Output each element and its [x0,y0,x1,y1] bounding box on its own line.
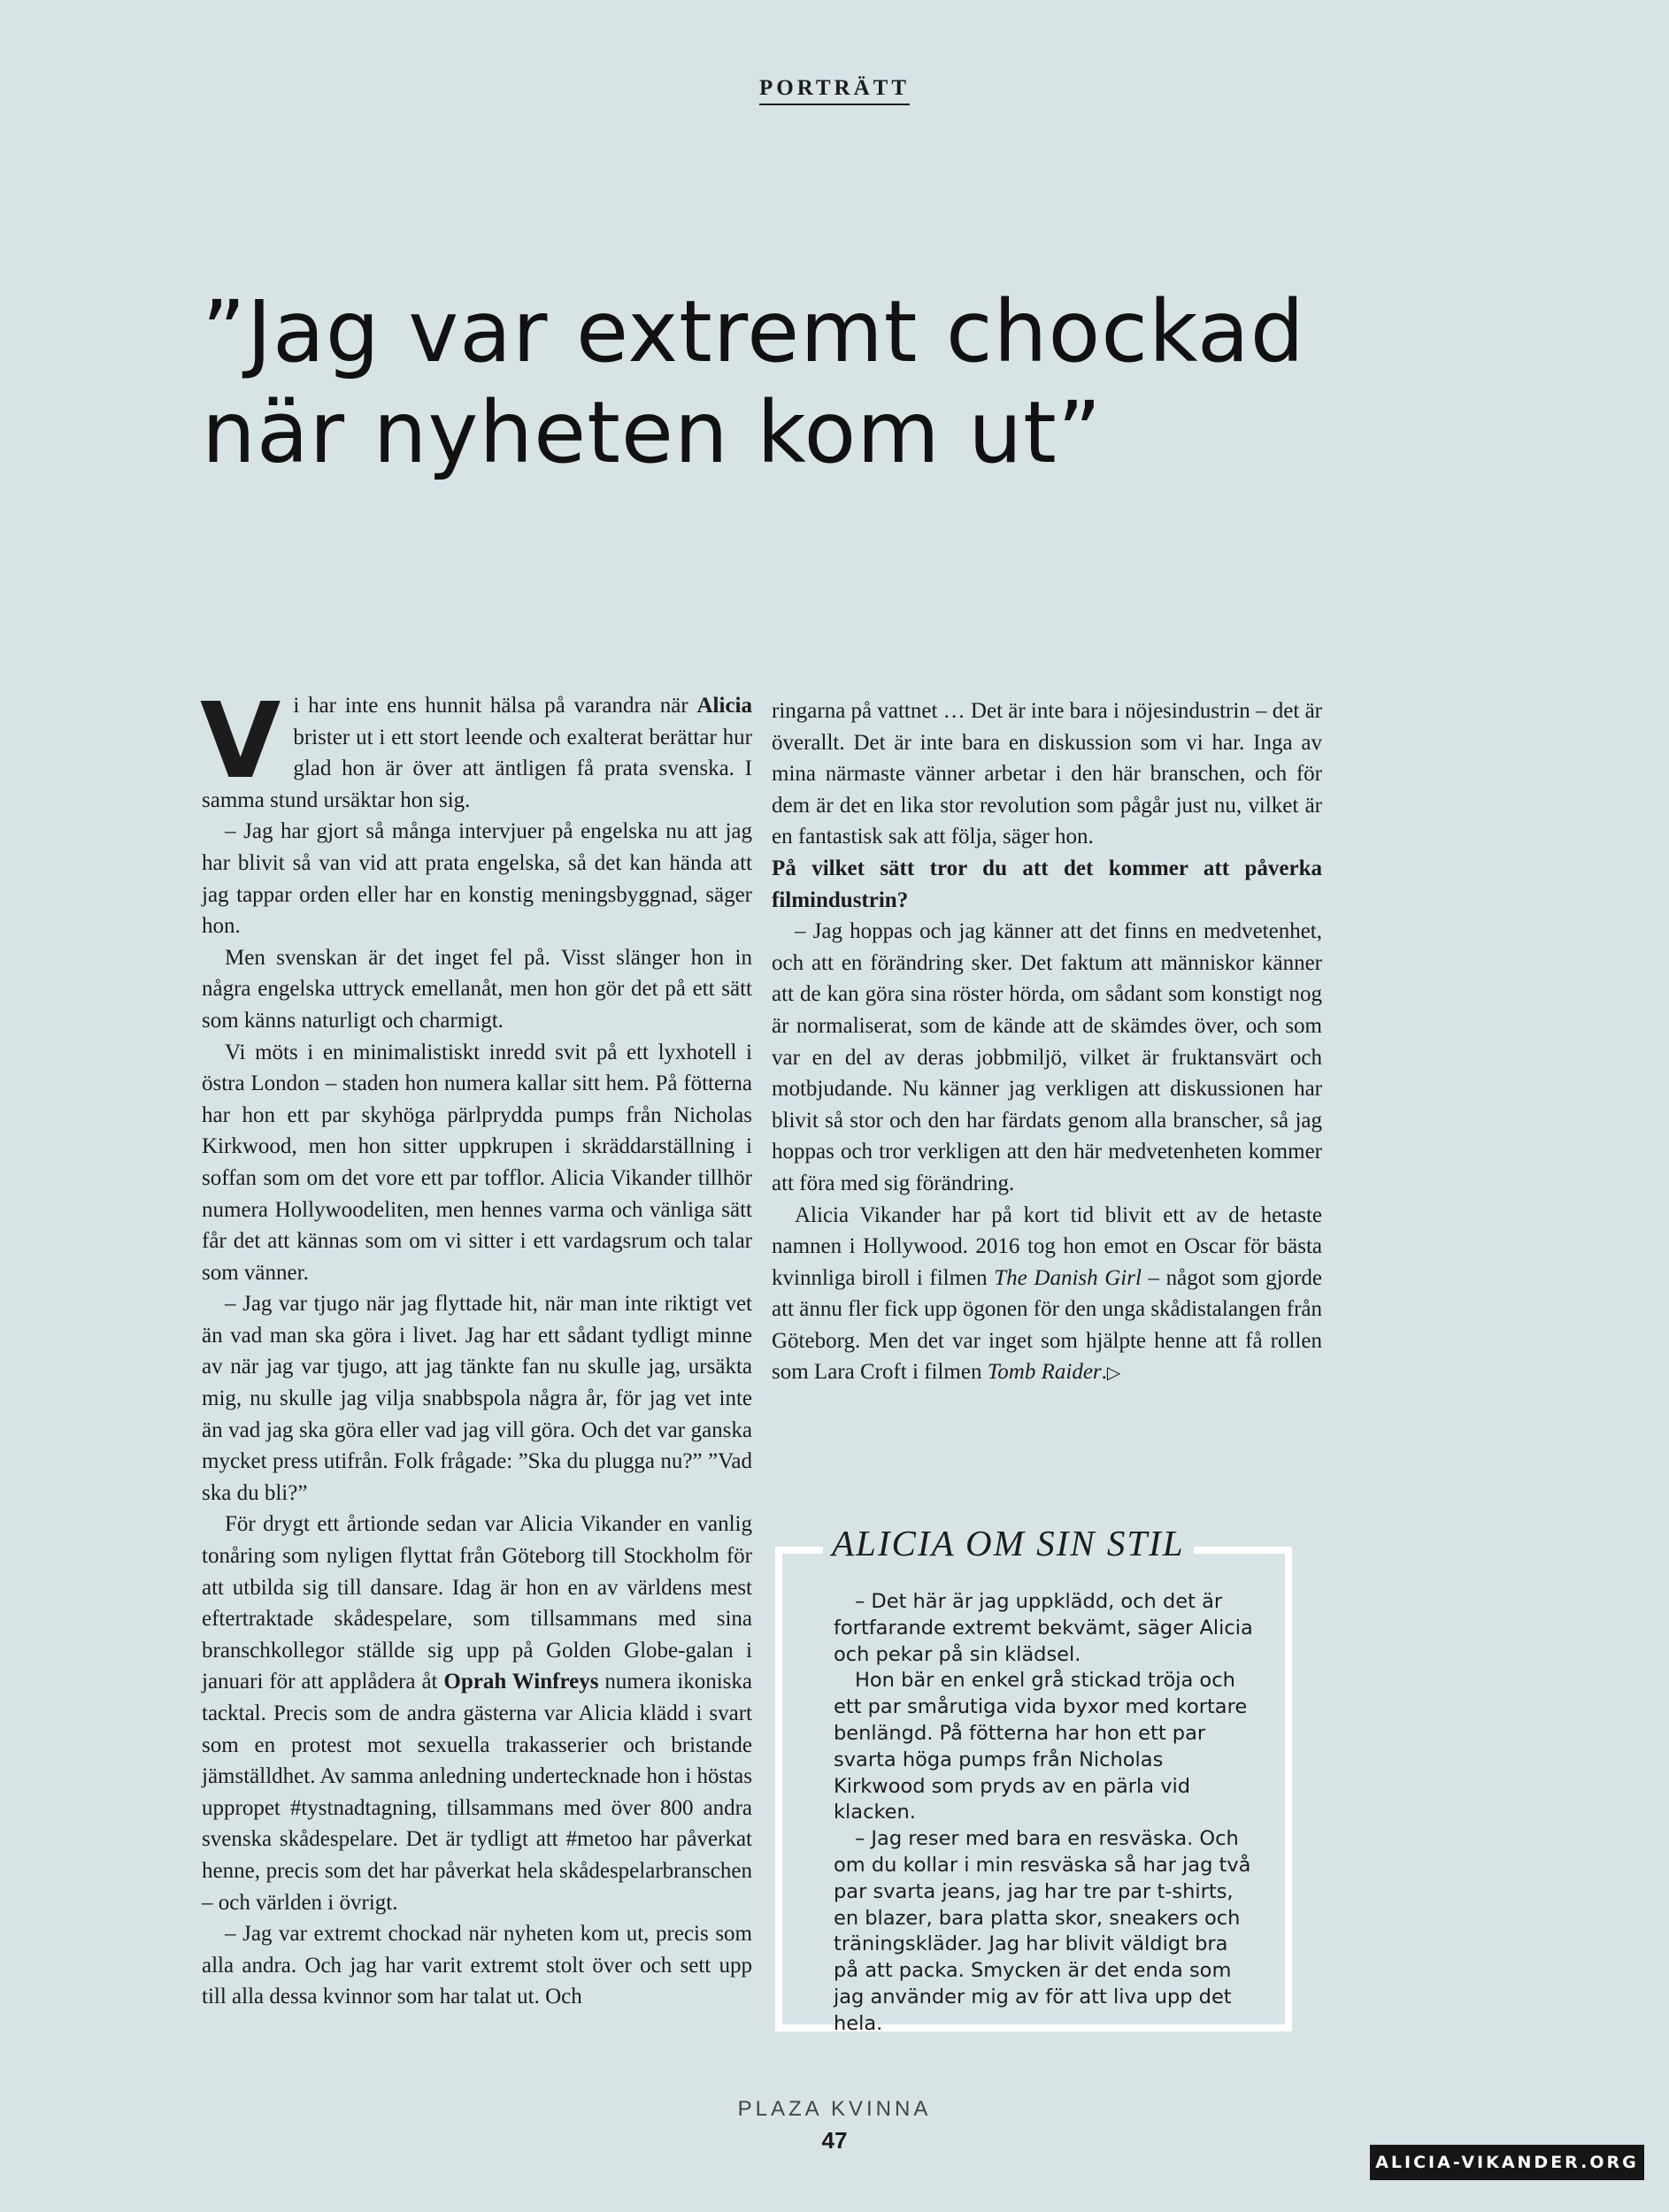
watermark-badge: ALICIA-VIKANDER.ORG [1370,2145,1644,2180]
article-column-left [200,680,753,2013]
paragraph-text: . [1101,1360,1107,1385]
person-name: Oprah Winfreys [443,1670,599,1694]
sidebar-paragraph: – Jag reser med bara en resväska. Och om du kollar i min resväska så har jag två par svarta jeans, jag har tre par t-shirts, en blazer, bara platta skor, sneakers och träningskläder. Jag har blivit väldigt bra på att packa. Smycken är det enda som jag använder mig av för att liva upp det hela. [834,1827,1251,2035]
article-column-right [772,695,1322,1390]
headline-line-1: ”Jag var extremt chockad [202,282,1305,381]
film-title: Tomb Raider [987,1360,1102,1385]
section-label [0,76,1669,101]
article-paragraph: Men svenskan är det inget fel på. Visst slänger hon in några engelska uttryck emellanåt, men hon gör det på ett sätt som känns naturligt och charmigt. [202,945,752,1033]
article-paragraph: ringarna på vattnet … Det är inte bara i nöjesindustrin – det är överallt. Det är inte bara en diskussion som vi har. Inga av mina närmaste vänner arbetar i den här branschen, och för dem är det en lika stor revolution som pågår just nu, vilket är en fantastisk sak att följa, säger hon. [772,699,1323,849]
article-paragraph: – Jag har gjort så många intervjuer på engelska nu att jag har blivit så van vid att prata engelska, så det kan hända att jag tappar orden eller har en konstig meningsbyggnad, säger hon. [202,819,752,939]
article-paragraph: – Jag var extremt chockad när nyheten kom ut, precis som alla andra. Och jag har varit extremt stolt över och sett upp till alla dessa kvinnor som har talat ut. Och [202,1922,752,2009]
drop-cap: V [200,680,281,802]
paragraph-text: – något som gjorde att ännu fler fick upp ögonen för den unga skådistalangen från Göteborg. Men det var inget som hjälpte henne att få rollen som Lara Croft i filmen [772,1265,1323,1385]
article-paragraph [200,680,752,816]
continue-arrow-icon: ▷ [1106,1363,1121,1384]
paragraph-text: brister ut i ett stort leende och exalterat berättar hur glad hon är över att äntligen få prata svenska. I samma stund ursäktar hon sig. [202,725,752,812]
paragraph-text: numera ikoniska tacktal. Precis som de andra gästerna var Alicia klädd i svart som en protest mot sexuella trakasserier och bristande jämställdhet. Av samma anledning undertecknade hon i höstas uppropet #tystnadtagning, tillsammans med över 800 andra svenska skådespelare. Det är tydligt att #metoo har påverkat henne, precis som det har påverkat hela skådespelarbranschen – och världen i övrigt. [202,1670,753,1915]
sidebar-body [834,1589,1258,2038]
article-paragraph: Vi möts i en minimalistiskt inredd svit på ett lyxhotell i östra London – staden hon numera kallar sitt hem. På fötterna har hon ett par skyhöga pärlprydda pumps från Nicholas Kirkwood, men hon sitter uppkrupen i skräddarställning i soffan som om det vore ett par tofflor. Alicia Vikander tillhör numera Hollywoodeliten, men hennes varma och vänliga sätt får det att kännas som om vi sitter i ett vardagsrum och talar som vänner. [202,1040,752,1285]
interview-question: På vilket sätt tror du att det kommer att påverka filmindustrin? [772,856,1322,912]
headline [202,281,1485,483]
magazine-name: PLAZA KVINNA [737,2097,932,2121]
section-label-text: PORTRÄTT [759,76,910,105]
sidebar-paragraph: – Det här är jag uppklädd, och det är fortfarande extremt bekvämt, säger Alicia och pekar på sin klädsel. [834,1590,1253,1666]
film-title: The Danish Girl [994,1265,1142,1290]
article-paragraph [772,1200,1322,1391]
sidebar-title: ALICIA OM SIN STIL [823,1522,1194,1564]
article-paragraph: – Jag hoppas och jag känner att det finns en medvetenhet, och att en förändring sker. Det faktum att människor känner att de kan göra sina röster hörda, om sådant som konstigt nog är normaliserat, som de kände att de skämdes över, och som var en del av deras jobbmiljö, vilket är fruktansvärt och motbjudande. Nu känner jag verkligen att diskussionen har blivit så stor och den har färdats genom alla branscher, så jag hoppas och tror verkligen att den här medvetenheten kommer att föra med sig förändring. [772,919,1322,1195]
article-paragraph: – Jag var tjugo när jag flyttade hit, när man inte riktigt vet än vad man ska göra i livet. Jag har ett sådant tydligt minne av när jag var tjugo, att jag tänkte fan nu skulle jag, ursäkta mig, nu skulle jag vilja snabbspola några år, för jag vet inte än vad jag ska göra eller vad jag vill göra. Och det var ganska mycket press utifrån. Folk frågade: ”Ska du plugga nu?” ”Vad ska du bli?” [202,1292,752,1505]
person-name: Alicia [696,694,752,718]
paragraph-text: Alicia Vikander har på kort tid blivit ett av de hetaste namnen i Hollywood. 2016 tog hon emot en Oscar för bästa kvinnliga biroll i filmen [772,1202,1322,1290]
paragraph-text: i har inte ens hunnit hälsa på varandra när [293,694,697,718]
page-number: 47 [821,2127,848,2154]
paragraph-text: För drygt ett årtionde sedan var Alicia Vikander en vanlig tonåring som nyligen flyttat från Göteborg till Stockholm för att utbilda sig till dansare. Idag är hon en av världens mest eftertraktade skådespelare, som tillsammans med sina branschkollegor ställde sig upp på Golden Globe-galan i januari för att applådera åt [202,1512,752,1694]
article-paragraph [202,1509,752,1918]
headline-line-2: när nyheten kom ut” [202,383,1103,482]
sidebar-paragraph: Hon bär en enkel grå stickad tröja och ett par smårutiga vida byxor med kortare benlängd. På fötterna har hon ett par svarta höga pumps från Nicholas Kirkwood som pryds av en pärla vid klacken. [834,1669,1248,1824]
